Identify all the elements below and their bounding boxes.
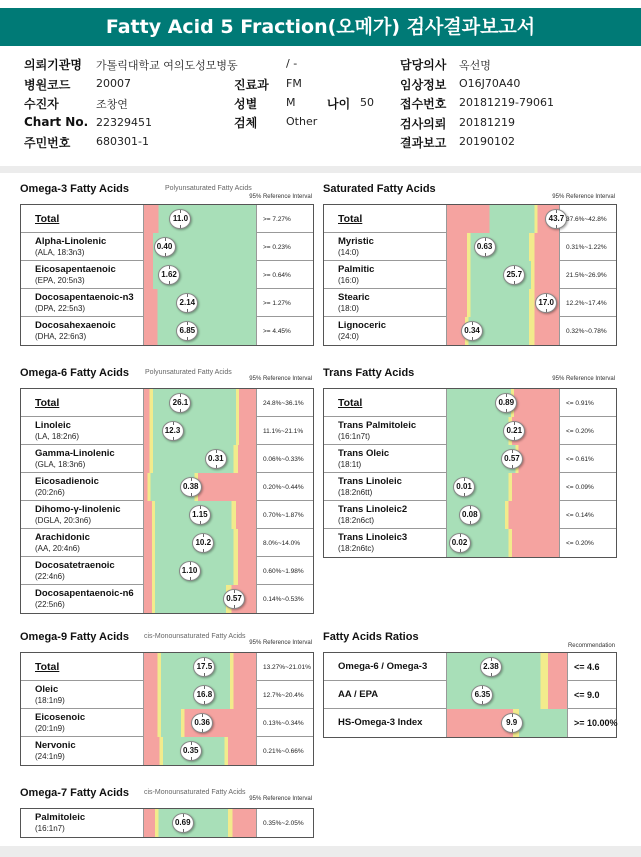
info-label-resident-no: 주민번호 <box>24 136 71 150</box>
omega3-row-bar <box>143 261 257 289</box>
omega7-value-marker: 0.69 <box>172 813 194 833</box>
saturated-row-ref: 0.32%~0.78% <box>566 328 607 335</box>
omega6-row <box>21 417 313 445</box>
omega6-row-ref: 8.0%~14.0% <box>263 540 301 547</box>
saturated-value-marker: 0.34 <box>461 321 483 341</box>
omega9-row-name: Oleic <box>35 684 59 695</box>
omega6-row-bar <box>143 585 257 613</box>
omega9-value-marker: 17.5 <box>193 657 215 677</box>
info-value-hospital-code: 20007 <box>96 77 131 90</box>
ratios-row-recommendation: <= 9.0 <box>574 690 600 700</box>
omega3-value-marker: 2.14 <box>176 293 198 313</box>
saturated-row-ref: 0.31%~1.22% <box>566 244 607 251</box>
info-label-receipt-no: 접수번호 <box>400 97 447 111</box>
omega3-row-ref: >= 7.27% <box>263 216 291 223</box>
info-label-department: 진료과 <box>234 78 269 92</box>
saturated-row-bar <box>446 205 565 233</box>
omega3-row <box>21 233 313 261</box>
omega9-row-bar <box>143 681 257 709</box>
omega3-row-name: Alpha-Linolenic <box>35 236 107 247</box>
saturated-title: Saturated Fatty Acids <box>323 183 436 195</box>
omega6-row-sub: (22:5n6) <box>35 600 65 609</box>
section-divider <box>0 166 641 173</box>
info-label-chart-no: Chart No. <box>24 115 89 129</box>
omega6-table <box>20 388 314 614</box>
trans-row-bar <box>446 389 560 417</box>
info-label-doctor: 담당의사 <box>400 58 447 72</box>
saturated-row-ref: 12.2%~17.4% <box>566 300 607 307</box>
trans-table <box>323 388 617 558</box>
omega3-table <box>20 204 314 346</box>
omega9-table <box>20 652 314 766</box>
omega3-row-sub: (ALA, 18:3n3) <box>35 248 85 257</box>
omega3-value-marker: 6.85 <box>176 321 198 341</box>
trans-row-name: Total <box>338 397 363 409</box>
info-value-resident-no: 680301-1 <box>96 135 149 148</box>
omega7-subtitle: cis-Monounsaturated Fatty Acids <box>144 789 246 796</box>
omega3-title: Omega-3 Fatty Acids <box>20 183 130 195</box>
omega9-row <box>21 709 313 737</box>
info-label-sex: 성별 <box>234 97 258 111</box>
ratios-row-name: HS-Omega-3 Index <box>338 717 423 728</box>
omega6-row-bar <box>143 389 257 417</box>
info-value-institution: 가톨릭대학교 여의도성모병동 <box>96 59 238 72</box>
info-value-patient: 조창연 <box>96 98 128 111</box>
info-value-specimen: Other <box>286 115 318 128</box>
saturated-row <box>324 261 616 289</box>
info-value-age: 50 <box>360 96 374 109</box>
omega7-row-ref: 0.35%~2.05% <box>263 820 304 827</box>
omega9-row <box>21 681 313 709</box>
trans-row <box>324 529 616 557</box>
omega3-value-marker: 1.62 <box>158 265 180 285</box>
omega3-row-name: Eicosapentaenoic <box>35 264 116 275</box>
trans-row <box>324 389 616 417</box>
omega6-row-sub: (22:4n6) <box>35 572 65 581</box>
omega6-row-bar <box>143 445 257 473</box>
omega9-row-bar <box>143 709 257 737</box>
ratios-table <box>323 652 617 738</box>
omega9-value-marker: 0.36 <box>191 713 213 733</box>
info-value-department: FM <box>286 77 302 90</box>
omega6-ref-header: 95% Reference Interval <box>249 376 312 382</box>
trans-row <box>324 417 616 445</box>
omega3-row-bar <box>143 289 257 317</box>
omega9-row-sub: (18:1n9) <box>35 696 65 705</box>
omega6-row-ref: 11.1%~21.1% <box>263 428 304 435</box>
omega3-row-ref: >= 0.23% <box>263 244 291 251</box>
trans-value-marker: 0.21 <box>503 421 525 441</box>
saturated-row-bar <box>446 317 560 345</box>
omega6-value-marker: 10.2 <box>192 533 214 553</box>
info-label-hospital-code: 병원코드 <box>24 78 71 92</box>
omega3-row-bar <box>143 205 257 233</box>
trans-row-ref: <= 0.09% <box>566 484 594 491</box>
omega3-row-sub: (DHA, 22:6n3) <box>35 332 87 341</box>
omega6-row-bar <box>143 473 257 501</box>
omega6-row-bar <box>143 417 257 445</box>
omega6-row-bar <box>143 529 257 557</box>
omega3-row <box>21 205 313 233</box>
ratios-row-bar <box>446 653 568 681</box>
ratios-row <box>324 653 616 681</box>
omega6-row-name: Docosapentaenoic-n6 <box>35 588 134 599</box>
saturated-row-bar <box>446 261 560 289</box>
omega6-row-ref: 0.70%~1.87% <box>263 512 304 519</box>
trans-row-name: Trans Palmitoleic <box>338 420 417 431</box>
omega9-row-sub: (24:1n9) <box>35 752 65 761</box>
omega6-value-marker: 0.31 <box>205 449 227 469</box>
saturated-value-marker: 25.7 <box>503 265 525 285</box>
omega3-panel <box>20 183 314 348</box>
trans-row-sub: (18:2n6tc) <box>338 544 375 553</box>
omega6-row-sub: (AA, 20:4n6) <box>35 544 80 553</box>
trans-value-marker: 0.89 <box>495 393 517 413</box>
ratios-row <box>324 681 616 709</box>
saturated-row <box>324 289 616 317</box>
saturated-row <box>324 205 616 233</box>
omega6-row-ref: 24.8%~36.1% <box>263 400 304 407</box>
saturated-panel <box>323 183 617 348</box>
saturated-row-name: Myristic <box>338 236 374 247</box>
omega6-row-sub: (GLA, 18:3n6) <box>35 460 86 469</box>
omega6-value-marker: 1.10 <box>179 561 201 581</box>
trans-value-marker: 0.02 <box>449 533 471 553</box>
omega9-row-bar <box>143 737 257 765</box>
page-bottom-divider <box>0 846 641 857</box>
info-value-chart-no: 22329451 <box>96 116 152 129</box>
omega9-row-name: Eicosenoic <box>35 712 86 723</box>
trans-row <box>324 473 616 501</box>
info-label-institution: 의뢰기관명 <box>24 58 82 72</box>
info-value-receipt-no: 20181219-79061 <box>459 96 554 109</box>
omega6-row-name: Eicosadienoic <box>35 476 99 487</box>
omega3-row <box>21 317 313 345</box>
patient-info <box>24 52 624 162</box>
omega3-row-name: Docosahexaenoic <box>35 320 116 331</box>
ratios-title: Fatty Acids Ratios <box>323 631 419 643</box>
omega3-row <box>21 261 313 289</box>
omega6-row-ref: 0.20%~0.44% <box>263 484 304 491</box>
omega6-value-marker: 26.1 <box>169 393 191 413</box>
omega6-row <box>21 389 313 417</box>
omega3-row-sub: (DPA, 22:5n3) <box>35 304 86 313</box>
omega6-row-name: Dihomo-γ-linolenic <box>35 504 121 515</box>
omega3-value-marker: 0.40 <box>154 237 176 257</box>
saturated-row-sub: (18:0) <box>338 304 359 313</box>
saturated-row-ref: 21.5%~26.9% <box>566 272 607 279</box>
omega3-subtitle: Polyunsaturated Fatty Acids <box>165 185 252 192</box>
omega3-ref-header: 95% Reference Interval <box>249 194 312 200</box>
omega6-value-marker: 12.3 <box>162 421 184 441</box>
omega6-row-name: Arachidonic <box>35 532 90 543</box>
trans-ref-header: 95% Reference Interval <box>552 376 615 382</box>
omega6-row-sub: (DGLA, 20:3n6) <box>35 516 92 525</box>
saturated-row-name: Palmitic <box>338 264 375 275</box>
trans-row <box>324 445 616 473</box>
trans-row-name: Trans Linoleic2 <box>338 504 408 515</box>
omega6-row-bar <box>143 501 257 529</box>
omega6-row-bar <box>143 557 257 585</box>
omega7-panel <box>20 787 314 840</box>
saturated-row <box>324 233 616 261</box>
omega6-subtitle: Polyunsaturated Fatty Acids <box>145 369 232 376</box>
omega9-row-ref: 0.13%~0.34% <box>263 720 304 727</box>
omega9-row-sub: (20:1n9) <box>35 724 65 733</box>
omega9-row-bar <box>143 653 257 681</box>
omega7-row <box>21 809 313 837</box>
info-label-report-date: 결과보고 <box>400 136 447 150</box>
omega6-row-ref: 0.60%~1.98% <box>263 568 304 575</box>
info-value-doctor: 옥선명 <box>459 59 491 72</box>
omega3-row-ref: >= 1.27% <box>263 300 291 307</box>
trans-row-name: Trans Linoleic3 <box>338 532 408 543</box>
omega6-panel <box>20 367 314 616</box>
info-label-clinical-info: 임상정보 <box>400 78 447 92</box>
omega6-row-name: Docosatetraenoic <box>35 560 115 571</box>
ratios-row-name: Omega-6 / Omega-3 <box>338 661 428 672</box>
trans-row-sub: (18:1t) <box>338 460 362 469</box>
ratios-row-name: AA / EPA <box>338 689 379 700</box>
trans-row-bar <box>446 529 560 557</box>
info-value-sex: M <box>286 96 296 109</box>
saturated-value-marker: 43.7 <box>545 209 567 229</box>
ratios-row-bar <box>446 681 568 709</box>
omega6-row-name: Linoleic <box>35 420 71 431</box>
ratios-row-recommendation: >= 10.00% <box>574 718 618 728</box>
omega3-row-name: Docosapentaenoic-n3 <box>35 292 134 303</box>
omega6-row-ref: 0.06%~0.33% <box>263 456 304 463</box>
omega3-row-name: Total <box>35 213 60 225</box>
omega9-row-name: Nervonic <box>35 740 76 751</box>
omega9-ref-header: 95% Reference Interval <box>249 640 312 646</box>
trans-row-bar <box>446 445 560 473</box>
omega3-row <box>21 289 313 317</box>
omega9-row-ref: 13.27%~21.01% <box>263 664 311 671</box>
saturated-row-name: Lignoceric <box>338 320 387 331</box>
omega9-value-marker: 0.35 <box>180 741 202 761</box>
saturated-table <box>323 204 617 346</box>
trans-row-ref: <= 0.91% <box>566 400 594 407</box>
trans-value-marker: 0.01 <box>453 477 475 497</box>
info-value-clinical-info: O16J70A40 <box>459 77 521 90</box>
omega6-row-name: Total <box>35 397 60 409</box>
omega6-row <box>21 473 313 501</box>
trans-row-bar <box>446 501 560 529</box>
omega6-row-sub: (20:2n6) <box>35 488 65 497</box>
omega9-value-marker: 16.8 <box>193 685 215 705</box>
ratios-row-bar <box>446 709 568 737</box>
info-label-specimen: 검체 <box>234 116 258 130</box>
omega6-row <box>21 501 313 529</box>
saturated-row-bar <box>446 233 560 261</box>
ratios-panel <box>323 631 617 740</box>
trans-row-ref: <= 0.14% <box>566 512 594 519</box>
omega7-row-sub: (16:1n7) <box>35 824 65 833</box>
saturated-row-ref: 37.6%~42.8% <box>566 216 607 223</box>
trans-title: Trans Fatty Acids <box>323 367 415 379</box>
info-value-request-date: 20181219 <box>459 116 515 129</box>
saturated-ref-header: 95% Reference Interval <box>552 194 615 200</box>
omega9-row-name: Total <box>35 661 60 673</box>
trans-row-sub: (18:2n6ct) <box>338 516 375 525</box>
trans-row-sub: (18:2n6tt) <box>338 488 373 497</box>
info-value-ward: / - <box>286 57 298 70</box>
omega6-value-marker: 1.15 <box>189 505 211 525</box>
trans-row-ref: <= 0.20% <box>566 540 594 547</box>
omega9-row-ref: 0.21%~0.66% <box>263 748 304 755</box>
saturated-row-name: Stearic <box>338 292 370 303</box>
trans-panel <box>323 367 617 560</box>
report-title-banner <box>0 8 641 46</box>
omega9-subtitle: cis-Monounsaturated Fatty Acids <box>144 633 246 640</box>
trans-row-sub: (16:1n7t) <box>338 432 371 441</box>
info-label-request-date: 검사의뢰 <box>400 117 447 131</box>
trans-row-name: Trans Linoleic <box>338 476 402 487</box>
ratios-value-marker: 9.9 <box>501 713 523 733</box>
omega7-table <box>20 808 314 838</box>
omega6-value-marker: 0.38 <box>180 477 202 497</box>
omega7-ref-header: 95% Reference Interval <box>249 796 312 802</box>
trans-value-marker: 0.57 <box>501 449 523 469</box>
ratios-value-marker: 2.38 <box>480 657 502 677</box>
saturated-row-sub: (24:0) <box>338 332 359 341</box>
info-value-report-date: 20190102 <box>459 135 515 148</box>
info-label-age: 나이 <box>327 97 351 111</box>
trans-row-bar <box>446 417 560 445</box>
omega9-row <box>21 653 313 681</box>
ratios-value-marker: 6.35 <box>471 685 493 705</box>
omega6-title: Omega-6 Fatty Acids <box>20 367 130 379</box>
omega9-row-ref: 12.7%~20.4% <box>263 692 304 699</box>
trans-row-ref: <= 0.61% <box>566 456 594 463</box>
omega6-row-sub: (LA, 18:2n6) <box>35 432 80 441</box>
omega3-row-bar <box>143 317 257 345</box>
ratios-ref-header: Recommendation <box>567 643 615 649</box>
info-label-patient: 수진자 <box>24 97 59 111</box>
saturated-value-marker: 17.0 <box>535 293 557 313</box>
omega7-row-name: Palmitoleic <box>35 812 86 823</box>
saturated-value-marker: 0.63 <box>474 237 496 257</box>
omega6-value-marker: 0.57 <box>223 589 245 609</box>
omega7-row-bar <box>143 809 257 837</box>
omega6-row <box>21 529 313 557</box>
omega3-row-ref: >= 0.64% <box>263 272 291 279</box>
omega3-row-ref: >= 4.45% <box>263 328 291 335</box>
saturated-row-sub: (16:0) <box>338 276 359 285</box>
report-title: Fatty Acid 5 Fraction(오메가) 검사결과보고서 <box>105 16 536 38</box>
saturated-row-sub: (14:0) <box>338 248 359 257</box>
omega3-row-sub: (EPA, 20:5n3) <box>35 276 85 285</box>
omega9-row <box>21 737 313 765</box>
omega6-row <box>21 585 313 613</box>
trans-row-name: Trans Oleic <box>338 448 390 459</box>
omega3-value-marker: 11.0 <box>169 209 191 229</box>
omega6-row-name: Gamma-Linolenic <box>35 448 115 459</box>
omega7-title: Omega-7 Fatty Acids <box>20 787 130 799</box>
omega9-title: Omega-9 Fatty Acids <box>20 631 130 643</box>
omega6-row <box>21 557 313 585</box>
saturated-row-name: Total <box>338 213 363 225</box>
omega6-row <box>21 445 313 473</box>
saturated-row <box>324 317 616 345</box>
omega6-row-ref: 0.14%~0.53% <box>263 596 304 603</box>
trans-value-marker: 0.08 <box>459 505 481 525</box>
omega3-row-bar <box>143 233 257 261</box>
trans-row-bar <box>446 473 560 501</box>
omega9-panel <box>20 631 314 768</box>
ratios-row-recommendation: <= 4.6 <box>574 662 600 672</box>
saturated-row-bar <box>446 289 560 317</box>
ratios-row <box>324 709 616 737</box>
trans-row-ref: <= 0.20% <box>566 428 594 435</box>
trans-row <box>324 501 616 529</box>
